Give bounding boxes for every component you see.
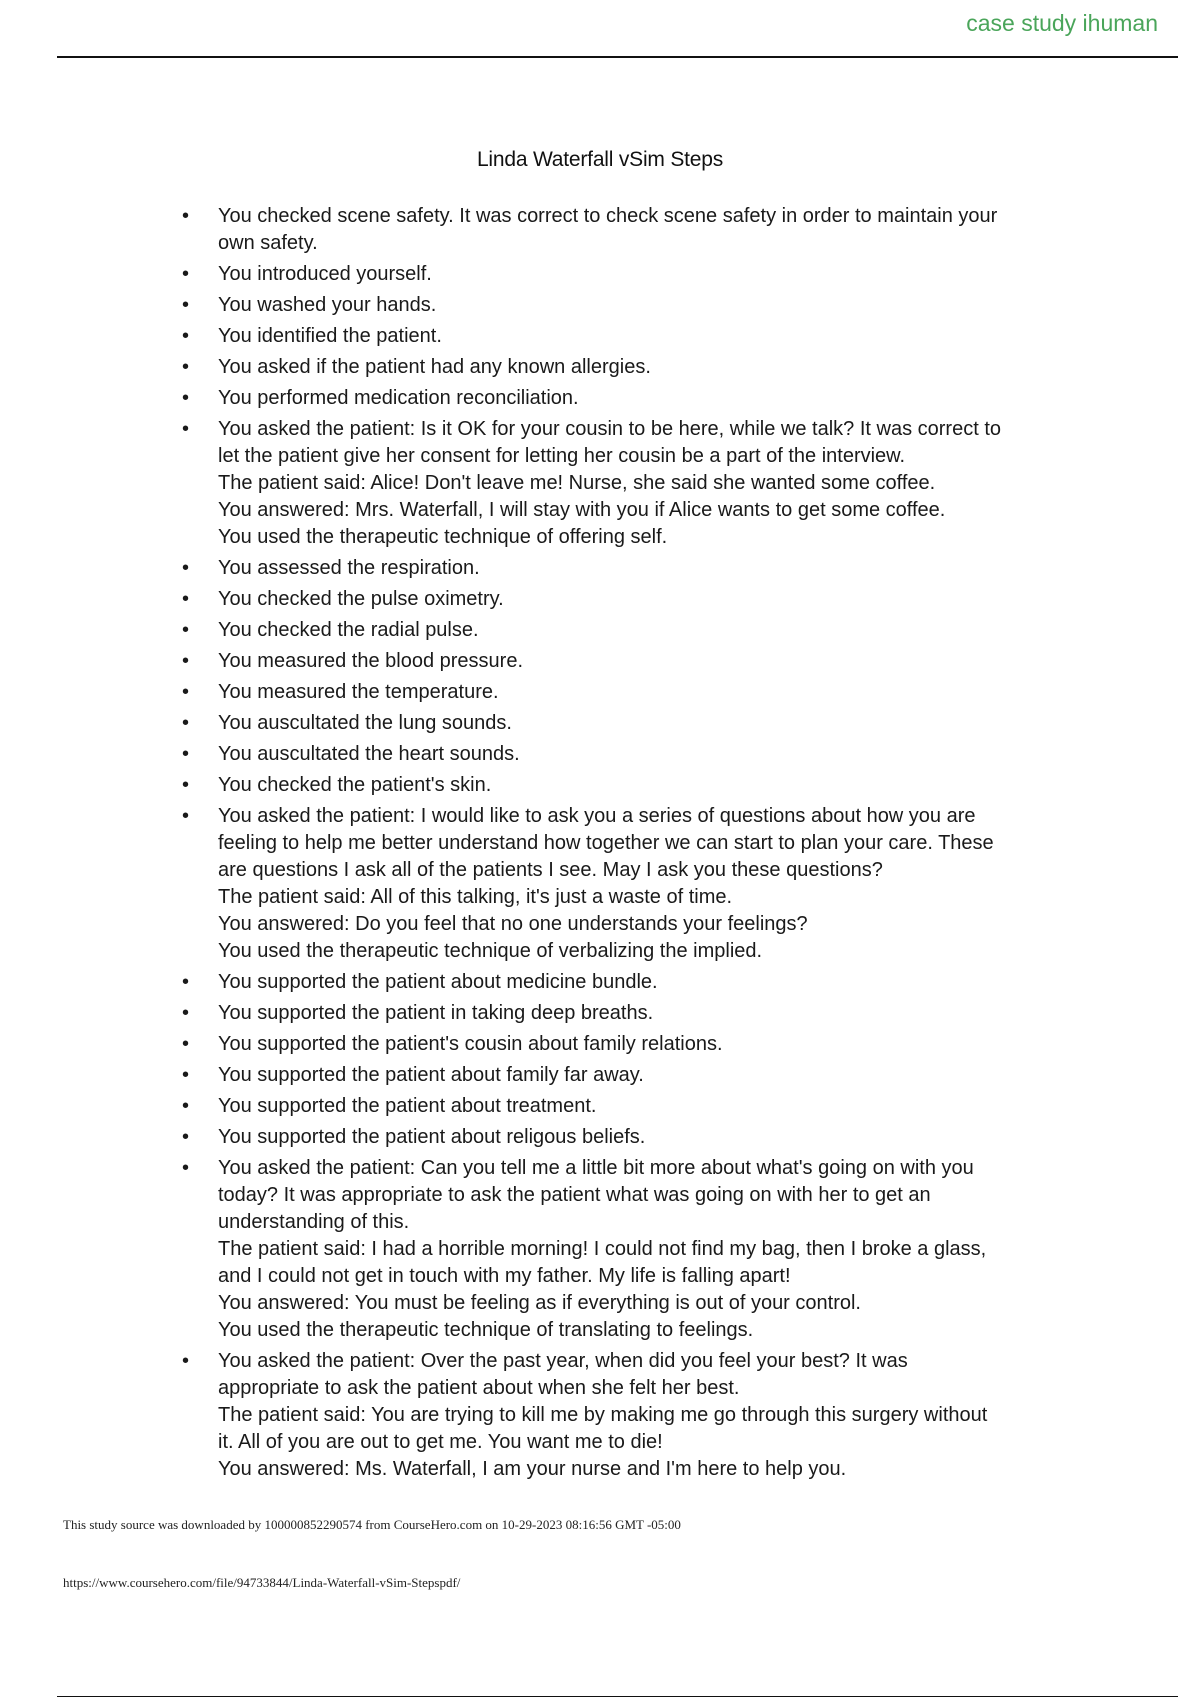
step-text-line: You checked the patient's skin. [218,774,492,796]
step-text-line: The patient said: You are trying to kill me by making me go through this surgery without [218,1404,988,1426]
step-text-line: You answered: Do you feel that no one understands your feelings? [218,913,808,935]
step-text-line: The patient said: All of this talking, it's just a waste of time. [218,886,733,908]
step-text-line: You measured the blood pressure. [218,650,524,672]
bullet-icon: • [182,1350,190,1372]
step-text-line: You introduced yourself. [218,263,432,285]
bullet-icon: • [182,387,190,409]
document-title: Linda Waterfall vSim Steps [476,148,724,171]
bullet-icon: • [182,650,190,672]
step-text-line: You supported the patient's cousin about family relations. [218,1033,723,1055]
step-text-line: You supported the patient about treatment. [218,1095,597,1117]
source-url: https://www.coursehero.com/file/94733844/Linda-Waterfall-vSim-Stepspdf/ [63,1575,461,1590]
step-item [182,741,1112,768]
step-item [182,969,1112,996]
step-item [182,1348,1112,1483]
step-text-line: You checked the radial pulse. [218,619,479,641]
step-text-line: You used the therapeutic technique of verbalizing the implied. [218,940,763,962]
step-item [182,1124,1112,1151]
step-text-line: You auscultated the heart sounds. [218,743,520,765]
bullet-icon: • [182,1064,190,1086]
step-text-line: The patient said: I had a horrible morning! I could not find my bag, then I broke a glass, [218,1238,987,1260]
step-item [182,648,1112,675]
step-text-line: appropriate to ask the patient about when she felt her best. [218,1377,740,1399]
step-item [182,323,1112,350]
step-item [182,354,1112,381]
step-text-line: today? It was appropriate to ask the patient what was going on with her to get an [218,1184,931,1206]
step-item [182,203,1112,257]
step-text-line: You supported the patient in taking deep breaths. [218,1002,654,1024]
step-text-line: You asked the patient: Can you tell me a little bit more about what's going on with you [218,1157,974,1179]
bullet-icon: • [182,205,190,227]
step-text-line: feeling to help me better understand how together we can start to plan your care. These [218,832,994,854]
step-item [182,385,1112,412]
bullet-icon: • [182,805,190,827]
step-item [182,555,1112,582]
step-text-line: You performed medication reconciliation. [218,387,579,409]
step-item [182,1000,1112,1027]
bullet-icon: • [182,294,190,316]
step-item [182,710,1112,737]
step-text-line: You answered: You must be feeling as if everything is out of your control. [218,1292,861,1314]
bullet-icon: • [182,1002,190,1024]
step-text-line: let the patient give her consent for letting her cousin be a part of the interview. [218,445,906,467]
step-text-line: You checked the pulse oximetry. [218,588,504,610]
step-item [182,772,1112,799]
step-item [182,1031,1112,1058]
bullet-icon: • [182,263,190,285]
step-text-line: You asked if the patient had any known allergies. [218,356,651,378]
step-text-line: You supported the patient about family far away. [218,1064,644,1086]
step-text-line: own safety. [218,232,318,254]
step-text-line: understanding of this. [218,1211,410,1233]
step-item [182,1062,1112,1089]
step-text-line: You asked the patient: Is it OK for your cousin to be here, while we talk? It was correct to [218,418,1001,440]
steps-list [182,203,1112,1487]
step-item [182,617,1112,644]
step-item [182,292,1112,319]
step-item [182,803,1112,965]
download-source-note: This study source was downloaded by 100000852290574 from CourseHero.com on 10-29-2023 08:16:56 GMT -05:00 [63,1517,681,1532]
bullet-icon: • [182,971,190,993]
bullet-icon: • [182,418,190,440]
step-item [182,1093,1112,1120]
step-text-line: You asked the patient: I would like to ask you a series of questions about how you are [218,805,976,827]
step-text-line: You answered: Ms. Waterfall, I am your nurse and I'm here to help you. [218,1458,847,1480]
step-text-line: You washed your hands. [218,294,437,316]
step-text-line: You assessed the respiration. [218,557,480,579]
step-text-line: You auscultated the lung sounds. [218,712,512,734]
step-text-line: and I could not get in touch with my father. My life is falling apart! [218,1265,791,1287]
step-text-line: You asked the patient: Over the past year, when did you feel your best? It was [218,1350,908,1372]
step-text-line: are questions I ask all of the patients I see. May I ask you these questions? [218,859,883,881]
step-item [182,1155,1112,1344]
step-text-line: You used the therapeutic technique of offering self. [218,526,668,548]
step-text-line: You answered: Mrs. Waterfall, I will stay with you if Alice wants to get some coffee. [218,499,946,521]
step-text-line: You checked scene safety. It was correct to check scene safety in order to maintain your [218,205,998,227]
step-item [182,261,1112,288]
step-item [182,679,1112,706]
header-tag: case study ihuman [966,10,1158,36]
header-divider [57,56,1178,58]
bullet-icon: • [182,557,190,579]
step-text-line: The patient said: Alice! Don't leave me! Nurse, she said she wanted some coffee. [218,472,936,494]
bullet-icon: • [182,1126,190,1148]
bullet-icon: • [182,1033,190,1055]
bullet-icon: • [182,712,190,734]
step-text-line: You identified the patient. [218,325,442,347]
bullet-icon: • [182,588,190,610]
bullet-icon: • [182,619,190,641]
bullet-icon: • [182,1157,190,1179]
bullet-icon: • [182,325,190,347]
bullet-icon: • [182,774,190,796]
footer-divider [57,1696,1178,1697]
bullet-icon: • [182,1095,190,1117]
bullet-icon: • [182,681,190,703]
step-text-line: it. All of you are out to get me. You want me to die! [218,1431,663,1453]
step-text-line: You measured the temperature. [218,681,499,703]
step-item [182,586,1112,613]
step-text-line: You used the therapeutic technique of translating to feelings. [218,1319,754,1341]
step-item [182,416,1112,551]
bullet-icon: • [182,743,190,765]
step-text-line: You supported the patient about medicine bundle. [218,971,658,993]
step-text-line: You supported the patient about religous beliefs. [218,1126,646,1148]
bullet-icon: • [182,356,190,378]
